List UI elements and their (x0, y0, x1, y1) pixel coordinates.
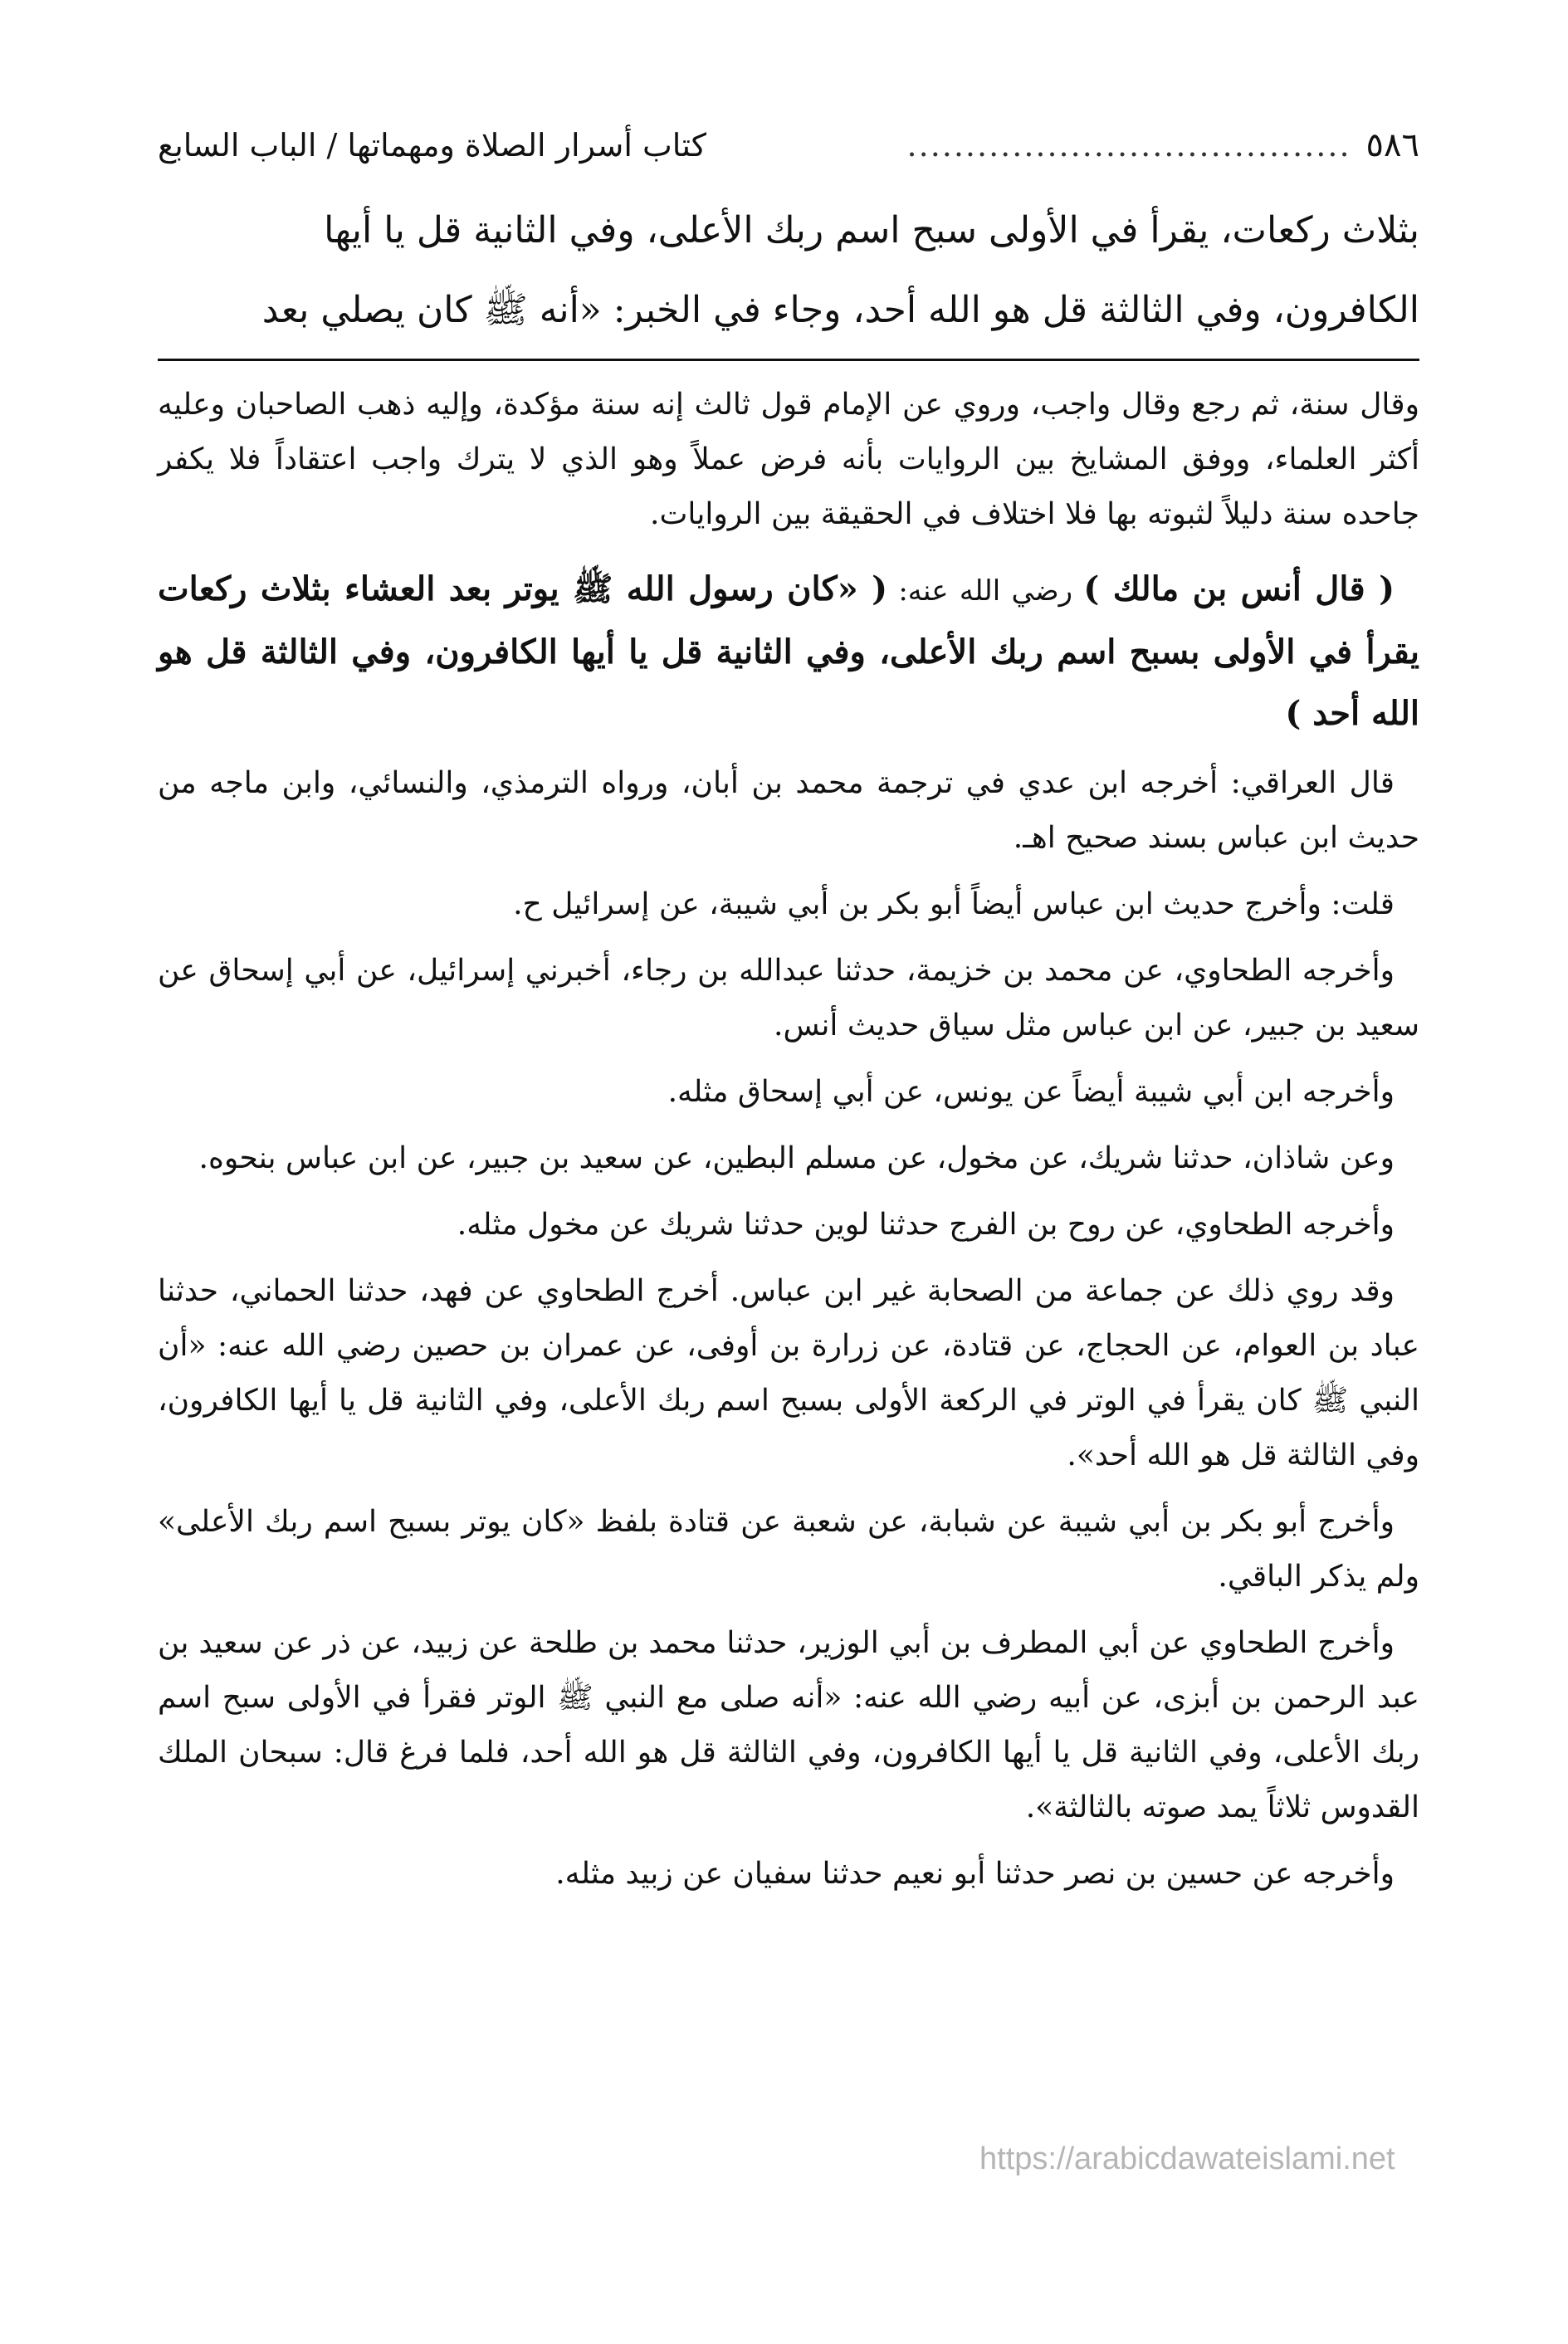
main-text (158, 191, 1419, 350)
quote-text: ( «كان رسول الله ﷺ يوتر بعد العشاء بثلاث ركعات يقرأ في الأولى بسبح اسم ربك الأعلى، وفي الثانية قل يا أيها الكافرون، وفي الثالثة قل هو الله أحد ) (158, 569, 1419, 733)
watermark-url: https://arabicdawateislami.net (979, 2141, 1395, 2176)
commentary-paragraph: قال العراقي: أخرجه ابن عدي في ترجمة محمد بن أبان، ورواه الترمذي، والنسائي، وابن ماجه من حديث ابن عباس بسند صحيح اهـ. (158, 766, 1419, 855)
commentary-paragraph: وأخرج أبو بكر بن أبي شيبة عن شبابة، عن شعبة عن قتادة بلفظ «كان يوتر بسبح اسم ربك الأعلى» ولم يذكر الباقي. (158, 1505, 1419, 1594)
book-page (158, 125, 1419, 1913)
footnote-separator (158, 359, 1419, 361)
commentary-paragraph: وأخرج الطحاوي عن أبي المطرف بن أبي الوزير، حدثنا محمد بن طلحة عن زبيد، عن ذر عن سعيد بن عبد الرحمن بن أبزى، عن أبيه رضي الله عنه: «أنه صلى مع النبي ﷺ الوتر فقرأ في الأولى سبح اسم ربك الأعلى، وفي الثانية قل يا أيها الكافرون، وفي الثالثة قل هو الله أحد، فلما فرغ قال: سبحان الملك القدوس ثلاثاً يمد صوته بالثالثة». (158, 1626, 1419, 1824)
quote-attribution: رضي الله عنه: (887, 574, 1084, 608)
header-leader-dots: ...................................... (906, 127, 1351, 164)
commentary (158, 378, 1419, 1902)
page-header (158, 125, 1419, 174)
commentary-paragraph: وعن شاذان، حدثنا شريك، عن مخول، عن مسلم البطين، عن سعيد بن جبير، عن ابن عباس بنحوه. (198, 1141, 1395, 1175)
quote-narrator: ( قال أنس بن مالك ) (1083, 569, 1395, 608)
commentary-paragraph: وأخرجه الطحاوي، عن روح بن الفرج حدثنا لوين حدثنا شريك عن مخول مثله. (457, 1208, 1395, 1242)
commentary-paragraph: قلت: وأخرج حديث ابن عباس أيضاً أبو بكر بن أبي شيبة، عن إسرائيل ح. (513, 887, 1395, 921)
page-number: ٥٨٦ (1365, 126, 1419, 164)
quoted-hadith (158, 559, 1419, 745)
main-text-line: بثلاث ركعات، يقرأ في الأولى سبح اسم ربك الأعلى، وفي الثانية قل يا أيها (324, 209, 1419, 251)
running-title: كتاب أسرار الصلاة ومهماتها / الباب السابع (158, 127, 706, 164)
main-text-line: الكافرون، وفي الثالثة قل هو الله أحد، وجاء في الخبر: «أنه ﷺ كان يصلي بعد (261, 289, 1419, 331)
commentary-paragraph: وقال سنة، ثم رجع وقال واجب، وروي عن الإمام قول ثالث إنه سنة مؤكدة، وإليه ذهب الصاحبان وعليه أكثر العلماء، ووفق المشايخ بين الروايات بأنه فرض عملاً وهو الذي لا يترك واجب اعتقاداً فلا يكفر جاحده سنة دليلاً لثبوته بها فلا اختلاف في الحقيقة بين الروايات. (158, 388, 1419, 531)
commentary-paragraph: وأخرجه عن حسين بن نصر حدثنا أبو نعيم حدثنا سفيان عن زبيد مثله. (555, 1857, 1395, 1891)
commentary-paragraph: وقد روي ذلك عن جماعة من الصحابة غير ابن عباس. أخرج الطحاوي عن فهد، حدثنا الحماني، حدثنا عباد بن العوام، عن الحجاج، عن قتادة، عن زرارة بن أوفى، عن عمران بن حصين رضي الله عنه: «أن النبي ﷺ كان يقرأ في الوتر في الركعة الأولى بسبح اسم ربك الأعلى، وفي الثانية قل يا أيها الكافرون، وفي الثالثة قل هو الله أحد». (158, 1274, 1419, 1472)
commentary-paragraph: وأخرجه الطحاوي، عن محمد بن خزيمة، حدثنا عبدالله بن رجاء، أخبرني إسرائيل، عن أبي إسحاق عن سعيد بن جبير، عن ابن عباس مثل سياق حديث أنس. (158, 954, 1419, 1043)
commentary-paragraph: وأخرجه ابن أبي شيبة أيضاً عن يونس، عن أبي إسحاق مثله. (667, 1075, 1395, 1109)
